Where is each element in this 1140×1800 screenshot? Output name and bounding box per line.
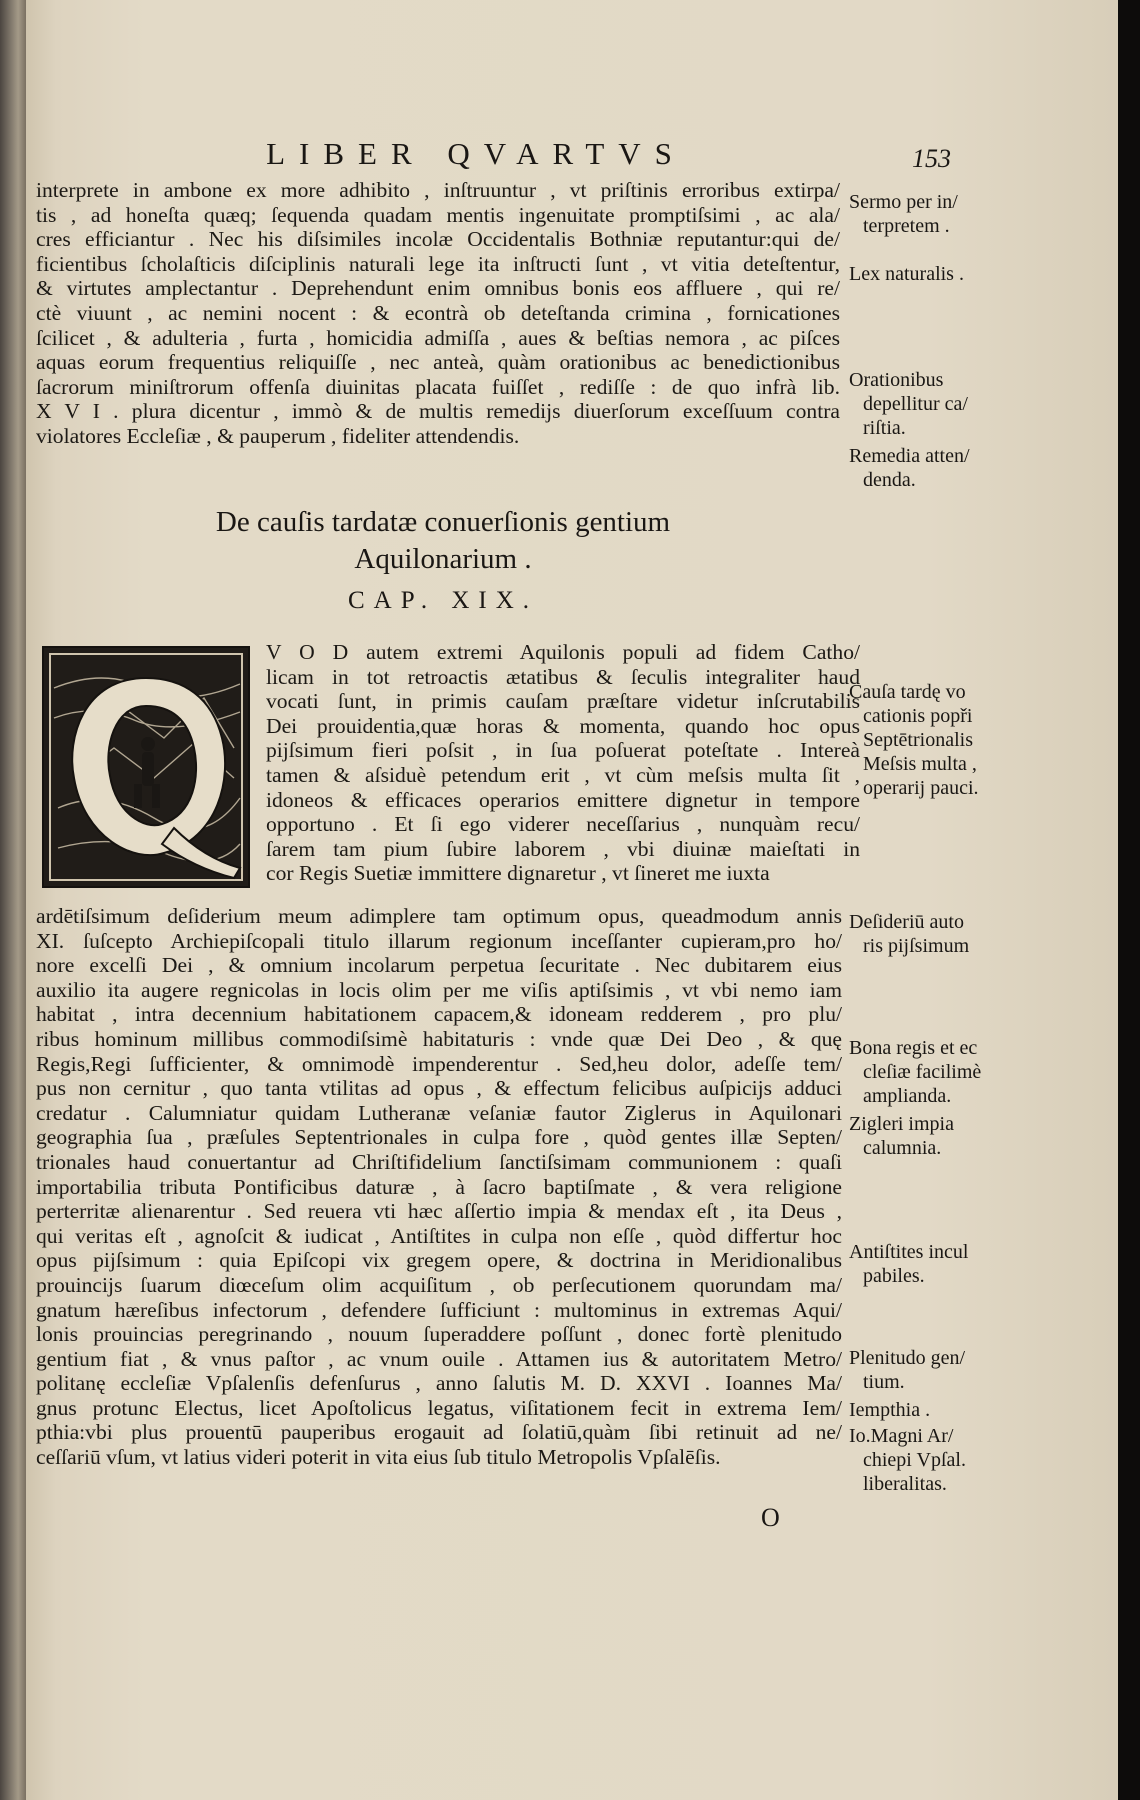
paragraph-top: [36, 178, 840, 449]
text-line: prouincijs ſuarum diœceſum olim acquiſitum , ob perſecutionem quorundam ma/: [36, 1272, 842, 1297]
margin-note-line: Lex naturalis .: [849, 263, 964, 285]
text-line: cres efficiantur . Nec his diſsimiles incolæ Occidentalis Bothniæ reputantur:qui de/: [36, 227, 840, 252]
margin-note-line: Iempthia .: [849, 1399, 931, 1421]
text-line: Dei prouidentia,quæ horas & momenta, quando hoc opus: [266, 713, 860, 738]
book-page: [26, 0, 1118, 1800]
margin-note-line: Cauſa tardę vo: [849, 681, 966, 703]
margin-note: [849, 1240, 1019, 1288]
margin-note-line: amplianda.: [863, 1085, 952, 1107]
margin-note: [849, 910, 1019, 958]
text-line: credatur . Calumniatur quidam Lutheranæ veſaniæ fautor Ziglerus in Aquilonari: [36, 1100, 842, 1125]
margin-note-line: terpretem .: [863, 215, 950, 237]
margin-note: [849, 444, 1019, 492]
margin-note-line: chiepi Vpſal.: [863, 1449, 966, 1471]
text-line: tamen & aſsiduè petendum erit , vt cùm meſsis multa ſit ,: [266, 762, 860, 787]
text-line: pthia:vbi plus prouentū pauperibus erogauit ad ſolatiū,quàm ſibi retinuit ad ne/: [36, 1420, 842, 1445]
text-line: ribus hominum millibus commodiſsimè habitaturis : vnde quæ Dei Deo , & quę: [36, 1026, 842, 1051]
text-line: opus pijſsimum : quia Epiſcopi vix gregem opere, & doctrina in Meridionalibus: [36, 1248, 842, 1273]
margin-note-line: pabiles.: [863, 1265, 925, 1287]
text-line: importabilia tributa Pontificibus daturæ , à ſacro baptiſmate , & vera religione: [36, 1174, 842, 1199]
text-line: Regis,Regi ſufficienter, & omnimodè impenderentur . Sed,heu dolor, adeſſe tem/: [36, 1051, 842, 1076]
margin-note: [849, 680, 1019, 800]
text-line: ctè viuunt , ac nemini nocent : & econtrà ob deteſtanda crimina , fornicationes: [36, 300, 840, 325]
text-line: XI. ſuſcepto Archiepiſcopali titulo illarum regionum inceſſanter cupieram,pro ho/: [36, 928, 842, 953]
text-line: violatores Eccleſiæ , & pauperum , fideliter attendendis.: [36, 423, 520, 448]
margin-note: [849, 1424, 1019, 1496]
text-line: X V I . plura dicentur , immò & de multis remedijs diuerſorum exceſſuum contra: [36, 399, 840, 424]
text-line: tis , ad honeſta quæq; ſequenda quadam mentis ingenuitate promptiſsimi , ac ala/: [36, 202, 840, 227]
text-line: ſarem tam pium ſubire laborem , vbi diuinæ maieſtati in: [266, 836, 860, 861]
text-line: habitat , intra decennium habitationem capacem,& idoneam redderem , pro plu/: [36, 1002, 842, 1027]
text-line: ardētiſsimum deſiderium meum adimplere tam optimum opus, queadmodum annis: [36, 904, 842, 928]
margin-note-line: tium.: [863, 1371, 905, 1393]
margin-note: [849, 262, 1019, 286]
text-line: opportuno . Et ſi ego viderer neceſſarius , nunquàm recu/: [266, 812, 860, 837]
margin-note-line: Deſideriū auto: [849, 911, 964, 933]
text-line: ficientibus ſcholaſticis diſciplinis naturali lege ita inſtructi ſunt , vt vitia deteſtentur,: [36, 251, 840, 276]
chapter-title-line2: Aquilonarium .: [354, 543, 532, 575]
adjacent-page-edge: [0, 0, 26, 1800]
paragraph-initial: [266, 640, 860, 886]
text-line: ſcilicet , & adulteria , furta , homicidia admiſſa , aues & beſtias nemora , ac piſces: [36, 325, 840, 350]
text-line: ſacrorum miniſtrorum offenſa diuinitas placata fuiſſet , rediſſe : de quo infrà lib.: [36, 374, 840, 399]
text-line: pus non cernitur , quo tanta vtilitas ad opus , & effectum felicibus auſpicijs adduci: [36, 1076, 842, 1101]
text-line: trionales haud conuertantur ad Chriſtifidelium ſanctiſsimam communionem : quaſi: [36, 1149, 842, 1174]
margin-note: [849, 1112, 1019, 1160]
decorated-initial-q-icon: [42, 646, 250, 888]
text-line: pijſsimum fieri poſsit , in ſua poſuerat poteſtate . Intereà: [266, 738, 860, 763]
text-line: geographia ſua , præſules Septentrionales in culpa fore , quòd gentes illæ Septen/: [36, 1125, 842, 1150]
margin-note-line: Orationibus: [849, 369, 944, 391]
chapter-title-line1: De cauſis tardatæ conuerſionis gentium: [215, 506, 671, 538]
text-line: aquas eorum frequentius reliquiſſe , nec anteà, quàm orationibus ac benedictionibus: [36, 350, 840, 375]
woodcut-initial-icon: [44, 648, 248, 886]
margin-note-line: Bona regis et ec: [849, 1037, 978, 1059]
text-line: auxilio ita augere regnicolas in locis olim per me viſis aptiſsimis , vt vbi nemo iam: [36, 977, 842, 1002]
margin-note-line: Sermo per in/: [849, 191, 958, 213]
margin-note: [849, 190, 1019, 238]
text-line: gnus protunc Electus, licet Apoſtolicus legatus, viſitationem fecit in extrema Iem/: [36, 1395, 842, 1420]
margin-note: [849, 368, 1019, 440]
margin-note: [849, 1398, 1019, 1422]
text-line: ceſſariū vſum, vt latius videri poterit in vita eius ſub titulo Metropolis Vpſalēſis.: [36, 1445, 721, 1470]
margin-note-line: Plenitudo gen/: [849, 1347, 966, 1369]
margin-note: [849, 1346, 1019, 1394]
text-line: idoneos & efficaces operarios emittere dignetur in tempore: [266, 787, 860, 812]
margin-note-line: Zigleri impia: [849, 1113, 954, 1135]
margin-note-line: denda.: [863, 469, 916, 491]
margin-note-line: depellitur ca/: [863, 393, 968, 415]
text-line: licam in tot retroactis ætatibus & ſeculis integraliter haud: [266, 664, 860, 689]
text-line: vocati ſunt, in primis cauſam præſtare videtur inſcrutabilis: [266, 689, 860, 714]
chapter-number: CAP. XIX.: [347, 587, 539, 614]
margin-note: [849, 1036, 1019, 1108]
text-line: & virtutes amplectantur . Deprehendunt enim omnibus bonis eos affluere , qui re/: [36, 276, 840, 301]
margin-note-line: Meſsis multa ,: [863, 753, 977, 775]
paragraph-bottom: [36, 904, 842, 1470]
text-line: gentium fiat , & vnus paſtor , ac vnum ouile . Attamen ius & autoritatem Metro/: [36, 1346, 842, 1371]
margin-note-line: Antiſtites incul: [849, 1241, 969, 1263]
text-line: cor Regis Suetiæ immittere dignaretur , vt ſineret me iuxta: [266, 861, 770, 886]
margin-note-line: riſtia.: [863, 417, 906, 439]
text-line: lonis prouincias peregrinando , nouum ſuperaddere poſſunt , donec fortè plenitudo: [36, 1322, 842, 1347]
margin-note-line: Remedia atten/: [849, 445, 970, 467]
margin-note-line: operarij pauci.: [863, 777, 979, 799]
text-line: perterritæ alienarentur . Sed reuera vti hæc aſſertio impia & mendax eſt , ita Deus ,: [36, 1199, 842, 1224]
margin-note-line: ris pijſsimum: [863, 935, 970, 957]
text-line: nore excelſi Dei , & omnium incolarum perpetua ſecuritate . Nec dubitarem eius: [36, 953, 842, 978]
running-head: LIBER QVARTVS: [266, 136, 686, 171]
folio-number: 153: [912, 144, 951, 173]
text-line: interprete in ambone ex more adhibito , inſtruuntur , vt priſtinis erroribus extirpa/: [36, 178, 840, 202]
margin-note-line: Io.Magni Ar/: [849, 1425, 954, 1447]
catchword: O: [761, 1503, 780, 1532]
text-line: V O D autem extremi Aquilonis populi ad fidem Catho/: [266, 640, 860, 664]
text-line: qui veritas eſt , agnoſcit & iudicat , Antiſtites in culpa non eſſe , quòd differtur hoc: [36, 1223, 842, 1248]
margin-note-line: cationis popři: [863, 705, 973, 727]
text-line: politanę eccleſiæ Vpſalenſis defenſurus , anno ſalutis M. D. XXVI . Ioannes Ma/: [36, 1371, 842, 1396]
margin-note-line: calumnia.: [863, 1137, 942, 1159]
margin-note-line: liberalitas.: [863, 1473, 947, 1495]
margin-note-line: cleſiæ facilimè: [863, 1061, 982, 1083]
text-line: gnatum hæreſibus infectorum , defendere ſufficiunt : multominus in extremas Aqui/: [36, 1297, 842, 1322]
margin-note-line: Septētrionalis: [863, 729, 973, 751]
